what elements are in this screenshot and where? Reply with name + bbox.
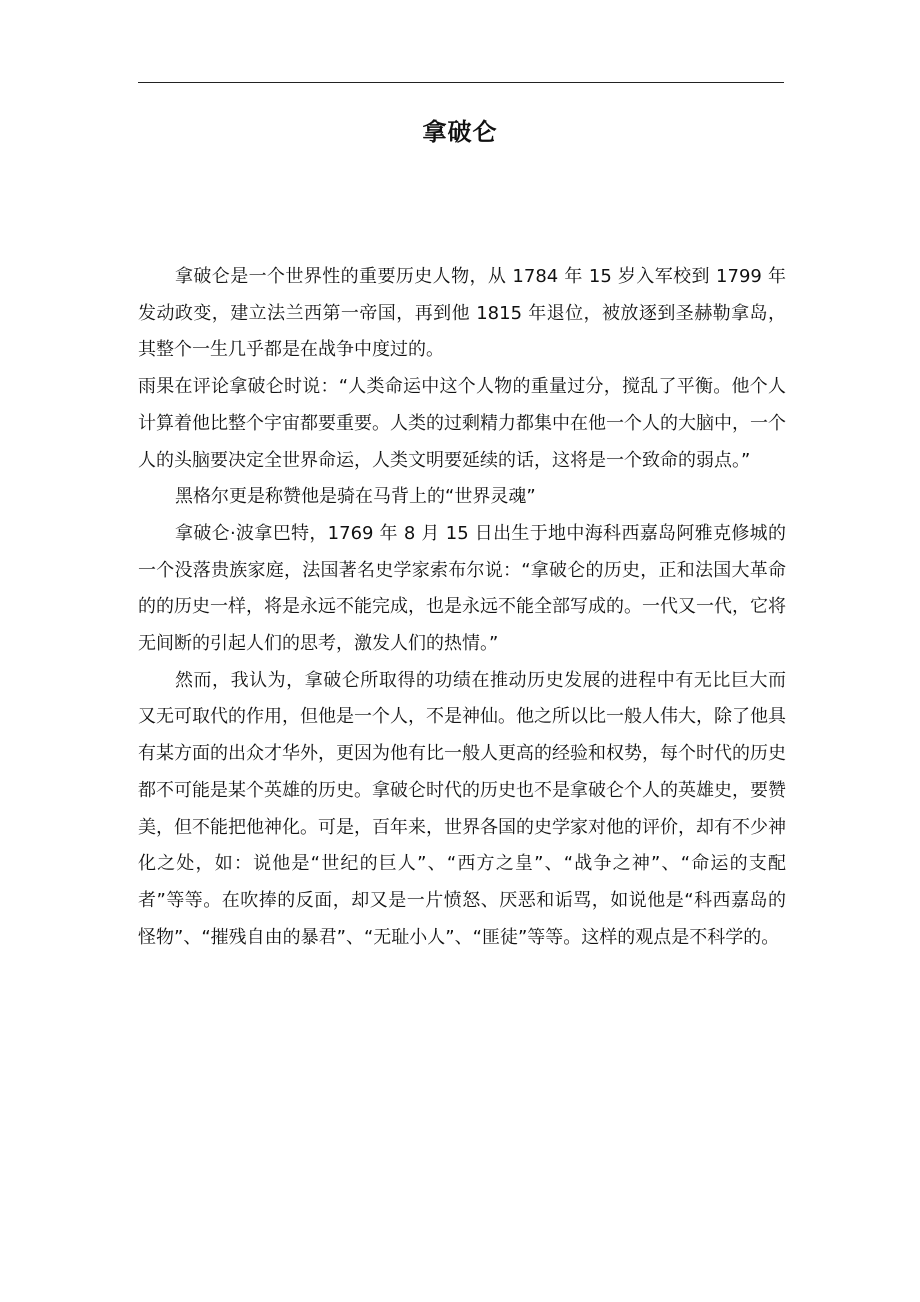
document-title: 拿破仑 [422, 118, 498, 146]
paragraph: 雨果在评论拿破仑时说：“人类命运中这个人物的重量过分，搅乱了平衡。他个人计算着他比整个宇宙都要重要。人类的过剩精力都集中在他一个人的大脑中，一个人的头脑要决定全世界命运，人类文明要延续的话，这将是一个致命的弱点。” [138, 376, 786, 471]
paragraph: 然而，我认为，拿破仑所取得的功绩在推动历史发展的进程中有无比巨大而又无可取代的作用，但他是一个人，不是神仙。他之所以比一般人伟大，除了他具有某方面的出众才华外，更因为他有比一般人更高的经验和权势，每个时代的历史都不可能是某个英雄的历史。拿破仑时代的历史也不是拿破仑个人的英雄史，要赞美，但不能把他神化。可是，百年来，世界各国的史学家对他的评价，却有不少神化之处，如：说他是“世纪的巨人”、“西方之皇”、“战争之神”、“命运的支配者”等等。在吹捧的反面，却又是一片愤怒、厌恶和诟骂，如说他是“科西嘉岛的怪物”、“摧残自由的暴君”、“无耻小人”、“匪徒”等等。这样的观点是不科学的。 [138, 669, 786, 948]
paragraph: 黑格尔更是称赞他是骑在马背上的“世界灵魂” [175, 486, 536, 508]
paragraph: 拿破仑是一个世界性的重要历史人物，从 1784 年 15 岁入军校到 1799 年发动政变，建立法兰西第一帝国，再到他 1815 年退位，被放逐到圣赫勒拿岛，其整个一生几乎都是在战争中度过的。 [138, 266, 786, 361]
paragraph: 拿破仑·波拿巴特，1769 年 8 月 15 日出生于地中海科西嘉岛阿雅克修城的一个没落贵族家庭，法国著名史学家索布尔说：“拿破仑的历史，正和法国大革命的的历史一样，将是永远不能完成，也是永远不能全部写成的。一代又一代，它将无间断的引起人们的思考，激发人们的热情。” [138, 522, 786, 655]
header-rule [138, 82, 784, 83]
document-body [138, 259, 786, 956]
